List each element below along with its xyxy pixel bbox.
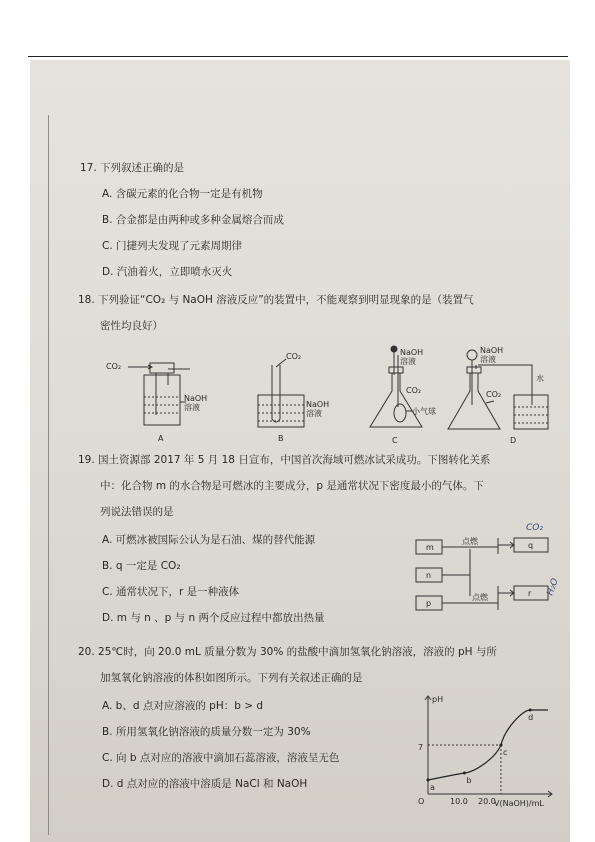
q19-option-b: B. q 一定是 CO₂ bbox=[102, 560, 181, 572]
b-sol-label2: 溶液 bbox=[306, 409, 322, 418]
d-sol-label1: NaOH bbox=[480, 346, 504, 355]
q18-stem-line2: 密性均良好） bbox=[100, 320, 163, 332]
header-rule bbox=[28, 56, 568, 57]
apparatus-a bbox=[128, 363, 190, 425]
b-gas-label: CO₂ bbox=[286, 352, 302, 361]
q19-option-d: D. m 与 n 、p 与 n 两个反应过程中都放出热量 bbox=[102, 612, 325, 624]
arrow-label-bottom: 点燃 bbox=[472, 593, 488, 602]
q19-stem-line1: 19. 国土资源部 2017 年 5 月 18 日宣布，中国首次海域可燃冰试采成功。下图转化关系 bbox=[78, 454, 491, 466]
point-label-c: c bbox=[502, 748, 508, 757]
y-axis-label: pH bbox=[432, 695, 444, 704]
a-sol-label1: NaOH bbox=[184, 394, 208, 403]
q20-option-b: B. 所用氢氧化钠溶液的质量分数一定为 30% bbox=[102, 726, 311, 738]
a-label: A bbox=[158, 434, 164, 443]
svg-text:r: r bbox=[528, 589, 532, 598]
point-label-b: b bbox=[466, 776, 472, 785]
q19-stem-line3: 列说法错误的是 bbox=[100, 506, 174, 518]
svg-text:p: p bbox=[426, 599, 432, 608]
q17-stem: 17. 下列叙述正确的是 bbox=[80, 162, 185, 174]
x-axis-label: V(NaOH)/mL bbox=[494, 799, 544, 808]
c-sol-label2: 溶液 bbox=[400, 357, 416, 366]
point-d bbox=[529, 709, 532, 712]
y-tick-7: 7 bbox=[418, 743, 424, 752]
q17-option-c: C. 门捷列夫发现了元素周期律 bbox=[102, 240, 243, 252]
q20-option-c: C. 向 b 点对应的溶液中滴加石蕊溶液，溶液呈无色 bbox=[102, 752, 340, 764]
margin-line bbox=[48, 115, 49, 835]
q20-stem-line2: 加氢氧化钠溶液的体积如图所示。下列有关叙述正确的是 bbox=[100, 672, 363, 684]
point-label-d: d bbox=[528, 713, 534, 722]
x-tick-10: 10.0 bbox=[450, 797, 468, 806]
d-sol-label2: 溶液 bbox=[480, 355, 496, 364]
svg-text:m: m bbox=[426, 543, 434, 552]
d-gas-label: CO₂ bbox=[486, 390, 502, 399]
c-sol-label1: NaOH bbox=[400, 348, 424, 357]
q19-stem-line2: 中：化合物 m 的水合物是可燃冰的主要成分，p 是通常状况下密度最小的气体。下 bbox=[100, 480, 484, 492]
arrow-label-top: 点燃 bbox=[462, 537, 478, 546]
x-tick-origin: O bbox=[418, 797, 425, 806]
q20-option-d: D. d 点对应的溶液中溶质是 NaCl 和 NaOH bbox=[102, 778, 308, 790]
point-label-a: a bbox=[430, 783, 435, 792]
c-balloon-label: 小气球 bbox=[412, 407, 436, 416]
apparatus-b bbox=[258, 359, 304, 427]
q19-option-a: A. 可燃冰被国际公认为是石油、煤的替代能源 bbox=[102, 534, 316, 546]
q18-stem-line1: 18. 下列验证“CO₂ 与 NaOH 溶液反应”的装置中，不能观察到明显现象的是（装置气 bbox=[78, 294, 474, 306]
svg-text:q: q bbox=[528, 541, 534, 550]
point-c bbox=[499, 744, 502, 747]
a-sol-label2: 溶液 bbox=[184, 403, 200, 412]
handwritten-q: CO₂ bbox=[526, 523, 543, 533]
b-sol-label1: NaOH bbox=[306, 400, 330, 409]
point-a bbox=[427, 779, 430, 782]
b-label: B bbox=[278, 434, 284, 443]
point-b bbox=[463, 772, 466, 775]
exam-page-photo bbox=[30, 60, 570, 842]
q18-apparatus-figure bbox=[100, 345, 550, 445]
q17-option-b: B. 合金都是由两种或多种金属熔合而成 bbox=[102, 214, 284, 226]
x-tick-20: 20.0 bbox=[478, 797, 496, 806]
d-water-label: 水 bbox=[536, 374, 544, 383]
a-gas-label: CO₂ bbox=[106, 362, 122, 371]
q19-conversion-diagram bbox=[410, 516, 570, 616]
q19-option-c: C. 通常状况下，r 是一种液体 bbox=[102, 586, 240, 598]
ph-titration-chart bbox=[410, 690, 560, 810]
d-label: D bbox=[510, 436, 517, 445]
handwritten-r: H₂O bbox=[545, 577, 561, 598]
svg-text:n: n bbox=[426, 571, 432, 580]
q20-stem-line1: 20. 25℃时，向 20.0 mL 质量分数为 30% 的盐酸中滴加氢氧化钠溶液，溶液的 pH 与所 bbox=[78, 646, 497, 658]
q17-option-d: D. 汽油着火，立即喷水灭火 bbox=[102, 266, 233, 278]
q20-option-a: A. b、d 点对应溶液的 pH：b > d bbox=[102, 700, 264, 712]
q17-option-a: A. 含碳元素的化合物一定是有机物 bbox=[102, 188, 263, 200]
c-label: C bbox=[392, 436, 398, 445]
c-gas-label: CO₂ bbox=[406, 386, 422, 395]
